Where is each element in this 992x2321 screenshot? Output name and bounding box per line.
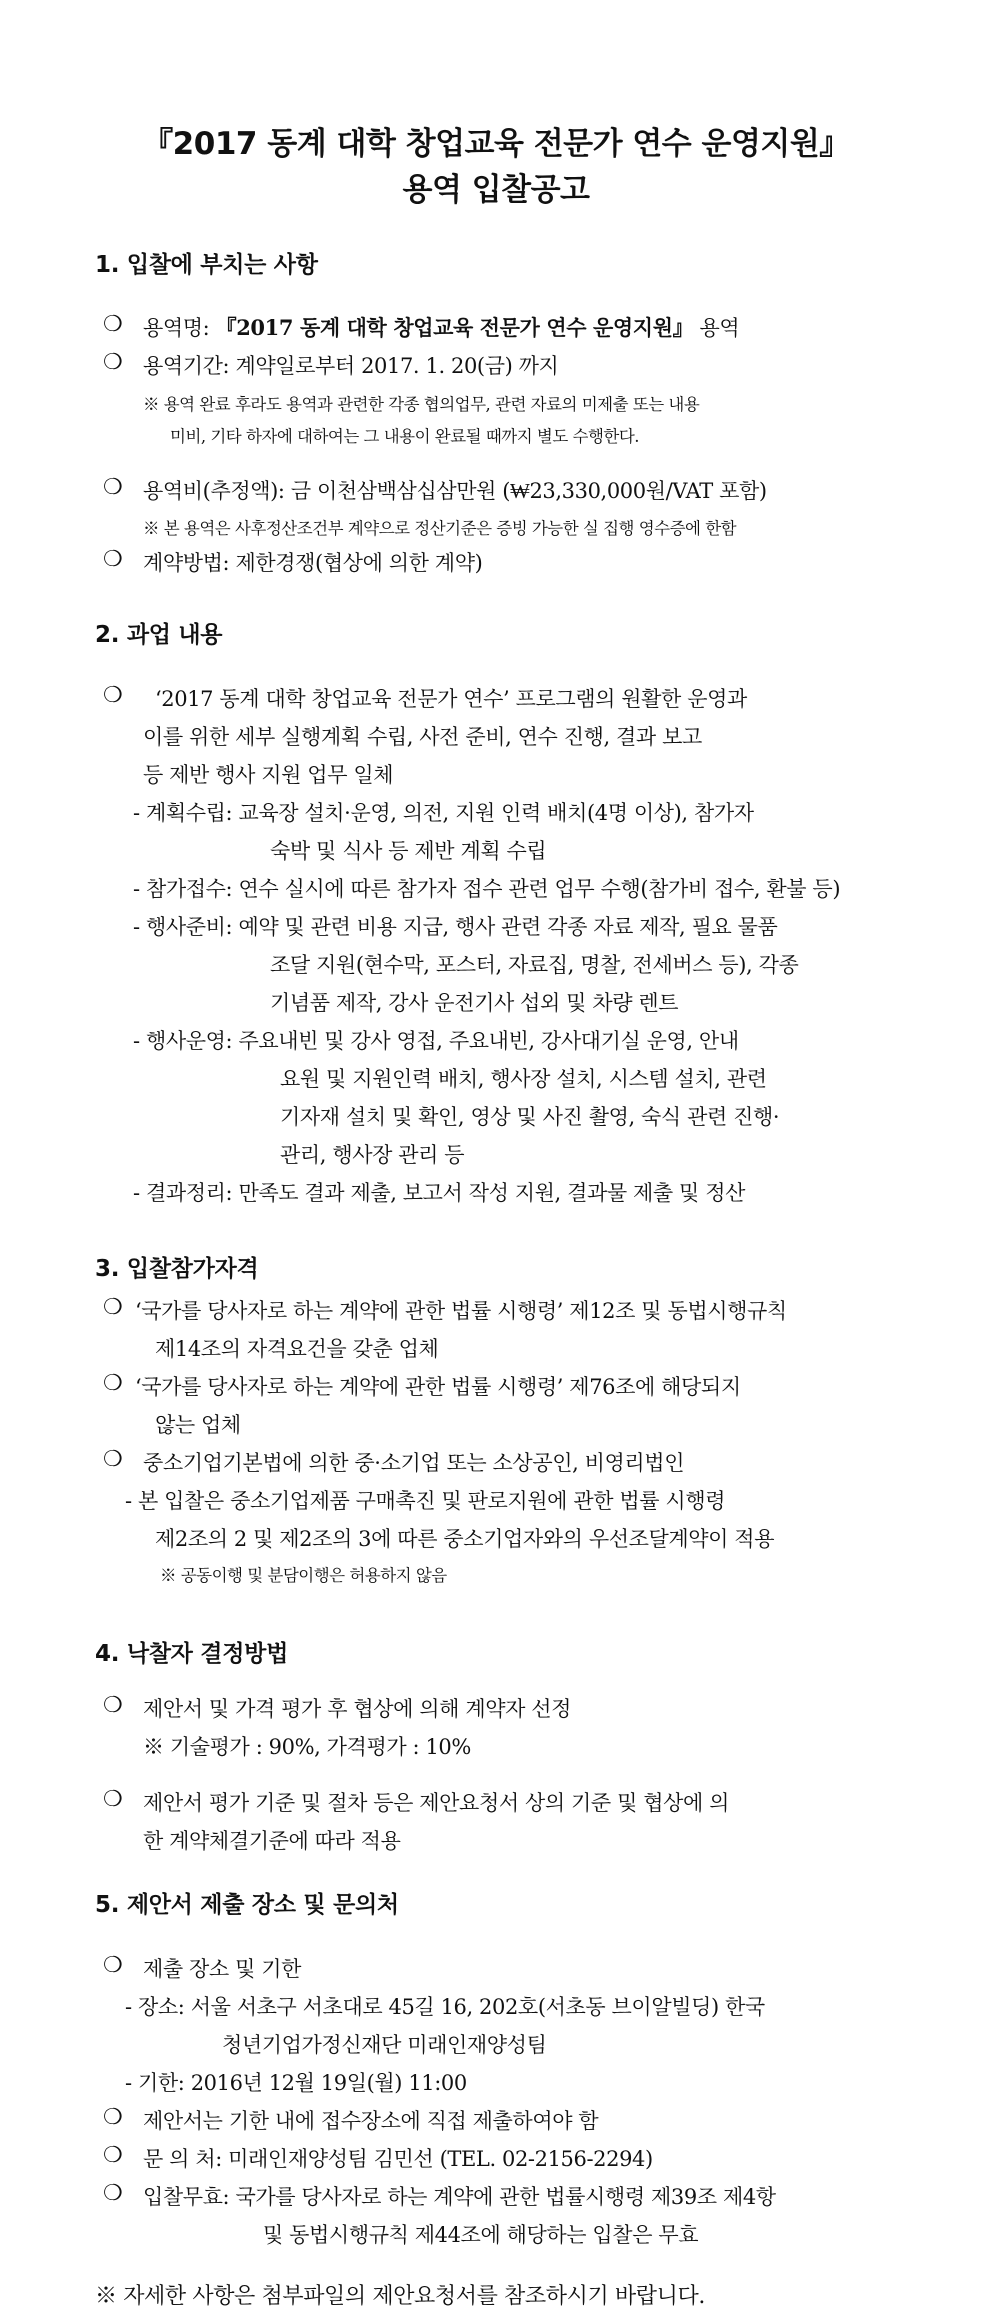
task-result: - 결과정리: 만족도 결과 제출, 보고서 작성 지원, 결과물 제출 및 정산 [133, 1181, 745, 1205]
bullet: ❍ [103, 1693, 123, 1718]
task-plan-line-1: - 계획수립: 교육장 설치·운영, 의전, 지원 인력 배치(4명 이상), 참가자 [133, 801, 754, 825]
bid-invalid-line-1: 입찰무효: 국가를 당사자로 하는 계약에 관한 법률시행령 제39조 제4항 [143, 2185, 776, 2209]
service-name-title: 『2017 동계 대학 창업교육 전문가 연수 운영지원』 [215, 315, 694, 340]
task-run-line-2: 요원 및 지원인력 배치, 행사장 설치, 시스템 설치, 관련 [280, 1067, 767, 1091]
decision-method-2-line-2: 한 계약체결기준에 따라 적용 [143, 1829, 401, 1853]
task-run-line-4: 관리, 행사장 관리 등 [280, 1143, 465, 1167]
qualification-note: ※ 공동이행 및 분담이행은 허용하지 않음 [160, 1566, 447, 1585]
cost-note: ※ 본 용역은 사후정산조건부 계약으로 정산기준은 증빙 가능한 실 집행 영수증에 한함 [143, 519, 737, 538]
section-4-heading: 4. 낙찰자 결정방법 [95, 1641, 288, 1667]
task-run-line-1: - 행사운영: 주요내빈 및 강사 영접, 주요내빈, 강사대기실 운영, 안내 [133, 1029, 739, 1053]
task-prep-line-3: 기념품 제작, 강사 운전기사 섭외 및 차량 렌트 [270, 991, 679, 1015]
task-main-line-1: ‘2017 동계 대학 창업교육 전문가 연수’ 프로그램의 원활한 운영과 [155, 687, 747, 711]
section-3-heading: 3. 입찰참가자격 [95, 1256, 259, 1282]
bullet: ❍ [103, 547, 123, 572]
bullet: ❍ [103, 2105, 123, 2130]
decision-method-2-line-1: 제안서 평가 기준 및 절차 등은 제안요청서 상의 기준 및 협상에 의 [143, 1791, 730, 1815]
bullet: ❍ [103, 1953, 123, 1978]
decision-method-1: 제안서 및 가격 평가 후 협상에 의해 계약자 선정 [143, 1697, 572, 1721]
decision-method-1-note: ※ 기술평가 : 90%, 가격평가 : 10% [143, 1735, 471, 1759]
task-plan-line-2: 숙박 및 식사 등 제반 계획 수립 [270, 839, 547, 863]
bullet: ❍ [103, 312, 123, 337]
period-note-line-1: ※ 용역 완료 후라도 용역과 관련한 각종 협의업무, 관련 자료의 미제출 또는 내용 [143, 395, 700, 414]
bullet: ❍ [103, 1787, 123, 1812]
service-name-label: 용역명: [143, 316, 216, 340]
task-registration: - 참가접수: 연수 실시에 따른 참가자 접수 관련 업무 수행(참가비 접수, 환불 등) [133, 877, 841, 901]
qualification-2-line-1: ‘국가를 당사자로 하는 계약에 관한 법률 시행령’ 제76조에 해당되지 [135, 1375, 741, 1399]
submission-deadline: - 기한: 2016년 12월 19일(월) 11:00 [125, 2071, 467, 2095]
contact-info: 문 의 처: 미래인재양성팀 김민선 (TEL. 02-2156-2294) [143, 2147, 653, 2171]
submission-place-title: 제출 장소 및 기한 [143, 1957, 302, 1981]
qualification-1-line-2: 제14조의 자격요건을 갖춘 업체 [155, 1337, 439, 1361]
bullet: ❍ [103, 475, 123, 500]
qualification-3-sub-line-1: - 본 입찰은 중소기업제품 구매촉진 및 판로지원에 관한 법률 시행령 [125, 1489, 726, 1513]
contract-method: 계약방법: 제한경쟁(협상에 의한 계약) [143, 551, 483, 575]
qualification-3-sub-line-2: 제2조의 2 및 제2조의 3에 따른 중소기업자와의 우선조달계약이 적용 [155, 1527, 775, 1551]
direct-submission: 제안서는 기한 내에 접수장소에 직접 제출하여야 함 [143, 2109, 599, 2133]
bullet: ❍ [103, 683, 123, 708]
title-line-2: 용역 입찰공고 [402, 172, 590, 208]
submission-place-line-1: - 장소: 서울 서초구 서초대로 45길 16, 202호(서초동 브이알빌딩) 한국 [125, 1995, 765, 2019]
task-prep-line-1: - 행사준비: 예약 및 관련 비용 지급, 행사 관련 각종 자료 제작, 필요 물품 [133, 915, 778, 939]
section-1-heading: 1. 입찰에 부치는 사항 [95, 252, 318, 278]
footer-note: ※ 자세한 사항은 첨부파일의 제안요청서를 참조하시기 바랍니다. [95, 2284, 705, 2309]
bullet: ❍ [103, 1295, 123, 1320]
title-line-1: 『2017 동계 대학 창업교육 전문가 연수 운영지원』 [142, 126, 850, 162]
bullet: ❍ [103, 2181, 123, 2206]
service-period: 용역기간: 계약일로부터 2017. 1. 20(금) 까지 [143, 354, 559, 378]
submission-place-line-2: 청년기업가정신재단 미래인재양성팀 [222, 2033, 547, 2057]
task-prep-line-2: 조달 지원(현수막, 포스터, 자료집, 명찰, 전세버스 등), 각종 [270, 953, 799, 977]
task-run-line-3: 기자재 설치 및 확인, 영상 및 사진 촬영, 숙식 관련 진행· [280, 1105, 780, 1129]
bid-invalid-line-2: 및 동법시행규칙 제44조에 해당하는 입찰은 무효 [263, 2223, 699, 2247]
bullet: ❍ [103, 350, 123, 375]
service-name [143, 312, 739, 342]
task-main-line-2: 이를 위한 세부 실행계획 수립, 사전 준비, 연수 진행, 결과 보고 [143, 725, 702, 749]
task-main-line-3: 등 제반 행사 지원 업무 일체 [143, 763, 394, 787]
service-cost: 용역비(추정액): 금 이천삼백삼십삼만원 (₩23,330,000원/VAT 포함) [143, 479, 767, 503]
service-name-suffix: 용역 [693, 316, 740, 340]
period-note-line-2: 미비, 기타 하자에 대하여는 그 내용이 완료될 때까지 별도 수행한다. [170, 427, 640, 446]
section-2-heading: 2. 과업 내용 [95, 622, 223, 648]
bullet: ❍ [103, 1447, 123, 1472]
qualification-2-line-2: 않는 업체 [155, 1413, 241, 1437]
qualification-1-line-1: ‘국가를 당사자로 하는 계약에 관한 법률 시행령’ 제12조 및 동법시행규칙 [135, 1299, 787, 1323]
qualification-3: 중소기업기본법에 의한 중·소기업 또는 소상공인, 비영리법인 [143, 1451, 685, 1475]
bullet: ❍ [103, 1371, 123, 1396]
bullet: ❍ [103, 2143, 123, 2168]
section-5-heading: 5. 제안서 제출 장소 및 문의처 [95, 1892, 399, 1918]
